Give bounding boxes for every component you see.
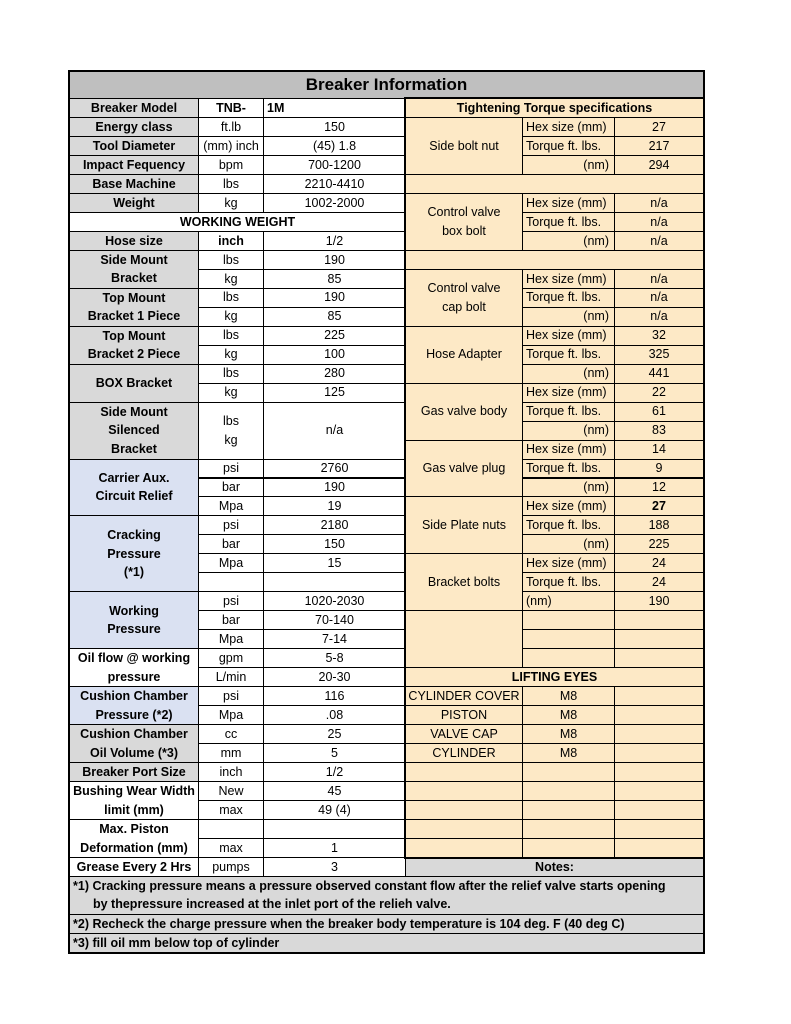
empty-cell — [522, 838, 615, 858]
empty-cell — [405, 781, 523, 801]
footnote-text: *2) Recheck the charge pressure when the breaker body temperature is 104 deg. F (40 deg C) — [73, 916, 625, 931]
spec-unit: kg — [198, 345, 264, 365]
spec-unit: mm — [198, 743, 264, 763]
spec-label: Hose size — [69, 231, 199, 251]
spec-unit: cc — [198, 724, 264, 744]
empty-cell — [405, 762, 523, 782]
lifting-eye-size: M8 — [522, 724, 615, 744]
empty-cell — [522, 629, 615, 649]
notes-label: Notes: — [405, 857, 704, 877]
spec-value: n/a — [263, 402, 406, 460]
spec-unit: lbs — [198, 364, 264, 384]
spec-value: 150 — [263, 117, 406, 137]
spec-unit: Mpa — [198, 496, 264, 516]
empty-cell — [522, 762, 615, 782]
spec-value: .08 — [263, 705, 406, 725]
torque-part-name: Side bolt nut — [405, 117, 523, 175]
torque-value: 325 — [614, 345, 704, 365]
torque-value: 225 — [614, 534, 704, 554]
spec-value: 20-30 — [263, 667, 406, 687]
torque-row-label: Hex size (mm) — [522, 193, 615, 213]
empty-cell — [522, 800, 615, 820]
torque-row-label: Torque ft. lbs. — [522, 402, 615, 422]
spec-value: 2210-4410 — [263, 174, 406, 194]
spec-unit: kg — [198, 193, 264, 213]
torque-value: 24 — [614, 553, 704, 573]
torque-row-label: (nm) — [522, 155, 615, 175]
spec-unit: lbs kg — [198, 402, 264, 460]
torque-value: 188 — [614, 515, 704, 535]
spec-unit: bpm — [198, 155, 264, 175]
spec-unit: L/min — [198, 667, 264, 687]
lifting-eye-part: CYLINDER — [405, 743, 523, 763]
spec-unit: inch — [198, 231, 264, 251]
empty-cell — [614, 686, 704, 706]
empty-cell — [522, 648, 615, 668]
lifting-eye-size: M8 — [522, 743, 615, 763]
spec-value — [263, 572, 406, 592]
empty-cell — [614, 819, 704, 839]
spec-value: 1002-2000 — [263, 193, 406, 213]
torque-part-name: Control valve box bolt — [405, 193, 523, 251]
spec-label: Carrier Aux. Circuit Relief — [69, 459, 199, 517]
spec-value: 100 — [263, 345, 406, 365]
torque-value: 12 — [614, 478, 704, 498]
spec-value: 700-1200 — [263, 155, 406, 175]
torque-part-name: Side Plate nuts — [405, 496, 523, 554]
spec-unit: Mpa — [198, 705, 264, 725]
empty-cell — [522, 819, 615, 839]
empty-cell — [614, 629, 704, 649]
spec-value: 25 — [263, 724, 406, 744]
spec-unit: lbs — [198, 288, 264, 308]
spec-unit: ft.lb — [198, 117, 264, 137]
torque-part-name: Hose Adapter — [405, 326, 523, 384]
spec-unit: kg — [198, 269, 264, 289]
spec-value: 125 — [263, 383, 406, 403]
empty-cell — [405, 838, 523, 858]
torque-row-label: Torque ft. lbs. — [522, 515, 615, 535]
lifting-eye-part: CYLINDER COVER — [405, 686, 523, 706]
spec-label: Bushing Wear Width limit (mm) — [69, 781, 199, 820]
spec-unit: bar — [198, 478, 264, 498]
spec-label: Oil flow @ working pressure — [69, 648, 199, 687]
torque-value: 9 — [614, 459, 704, 479]
torque-header: Tightening Torque specifications — [405, 98, 704, 118]
spec-label: Base Machine — [69, 174, 199, 194]
spec-label: Cushion Chamber Oil Volume (*3) — [69, 724, 199, 763]
spec-value: 1020-2030 — [263, 591, 406, 611]
spec-unit — [198, 819, 264, 839]
spec-value: 280 — [263, 364, 406, 384]
empty-cell — [522, 610, 615, 630]
footnote-block — [69, 876, 704, 915]
spec-unit: Mpa — [198, 553, 264, 573]
spec-label: Tool Diameter — [69, 136, 199, 156]
spec-value: 85 — [263, 307, 406, 327]
spec-label: Impact Fequency — [69, 155, 199, 175]
torque-value: 24 — [614, 572, 704, 592]
torque-value: 32 — [614, 326, 704, 346]
torque-value: 83 — [614, 421, 704, 441]
spec-unit: lbs — [198, 250, 264, 270]
torque-part-name: Gas valve plug — [405, 440, 523, 498]
spec-value: 2180 — [263, 515, 406, 535]
torque-row-label: (nm) — [522, 307, 615, 327]
torque-part-name: Control valve cap bolt — [405, 269, 523, 327]
spec-label: Working Pressure — [69, 591, 199, 649]
spec-label: Breaker Model — [69, 98, 199, 118]
spec-unit: kg — [198, 307, 264, 327]
spec-unit: bar — [198, 534, 264, 554]
spec-value: 5-8 — [263, 648, 406, 668]
torque-value: 441 — [614, 364, 704, 384]
spec-unit: psi — [198, 459, 264, 479]
spec-unit: psi — [198, 515, 264, 535]
empty-cell — [614, 800, 704, 820]
spec-unit — [198, 572, 264, 592]
spec-value: 70-140 — [263, 610, 406, 630]
spec-value: 45 — [263, 781, 406, 801]
spec-value: 2760 — [263, 459, 406, 479]
spec-label: Side Mount Bracket — [69, 250, 199, 289]
spec-unit: pumps — [198, 857, 264, 877]
torque-row-label: Hex size (mm) — [522, 326, 615, 346]
spec-value: 49 (4) — [263, 800, 406, 820]
torque-row-label: Torque ft. lbs. — [522, 459, 615, 479]
spec-value: 1 — [263, 838, 406, 858]
torque-row-label: Hex size (mm) — [522, 269, 615, 289]
torque-row-label: Hex size (mm) — [522, 383, 615, 403]
spec-label: Cushion Chamber Pressure (*2) — [69, 686, 199, 725]
torque-value: 294 — [614, 155, 704, 175]
footnote-block — [69, 933, 704, 953]
empty-cell — [405, 610, 523, 668]
empty-cell — [614, 762, 704, 782]
spec-label: BOX Bracket — [69, 364, 199, 403]
spec-value: 150 — [263, 534, 406, 554]
empty-cell — [405, 800, 523, 820]
spec-label: Top Mount Bracket 2 Piece — [69, 326, 199, 365]
spec-value: 190 — [263, 250, 406, 270]
torque-spacer — [405, 174, 704, 194]
spec-unit: psi — [198, 686, 264, 706]
torque-value: 190 — [614, 591, 704, 611]
torque-row-label: Hex size (mm) — [522, 496, 615, 516]
spec-value: 225 — [263, 326, 406, 346]
spec-label: Top Mount Bracket 1 Piece — [69, 288, 199, 327]
spec-label: Breaker Port Size — [69, 762, 199, 782]
spec-label: Energy class — [69, 117, 199, 137]
spec-value: 5 — [263, 743, 406, 763]
torque-value: n/a — [614, 193, 704, 213]
torque-row-label: Torque ft. lbs. — [522, 288, 615, 308]
spec-value: 15 — [263, 553, 406, 573]
lifting-eye-part: PISTON — [405, 705, 523, 725]
empty-cell — [614, 724, 704, 744]
spec-value: 190 — [263, 288, 406, 308]
empty-cell — [614, 781, 704, 801]
spec-unit: psi — [198, 591, 264, 611]
torque-spacer — [405, 250, 704, 270]
lifting-eyes-header: LIFTING EYES — [405, 667, 704, 687]
torque-row-label: (nm) — [522, 364, 615, 384]
torque-value: 27 — [614, 496, 704, 516]
torque-part-name: Bracket bolts — [405, 553, 523, 611]
spec-label: Side Mount Silenced Bracket — [69, 402, 199, 460]
spec-value: 1/2 — [263, 762, 406, 782]
torque-value: 217 — [614, 136, 704, 156]
torque-value: n/a — [614, 212, 704, 232]
footnote-block — [69, 914, 704, 934]
spec-unit: gpm — [198, 648, 264, 668]
working-weight-heading: WORKING WEIGHT — [69, 212, 406, 232]
torque-value: n/a — [614, 307, 704, 327]
spec-unit: max — [198, 800, 264, 820]
spec-value: 7-14 — [263, 629, 406, 649]
torque-value: n/a — [614, 269, 704, 289]
torque-value: n/a — [614, 288, 704, 308]
empty-cell — [522, 781, 615, 801]
spec-value — [263, 819, 406, 839]
spec-unit: kg — [198, 383, 264, 403]
empty-cell — [614, 705, 704, 725]
empty-cell — [614, 743, 704, 763]
torque-value: 61 — [614, 402, 704, 422]
spec-value: 85 — [263, 269, 406, 289]
torque-row-label: (nm) — [522, 478, 615, 498]
torque-row-label: Hex size (mm) — [522, 553, 615, 573]
spec-unit: (mm) inch — [198, 136, 264, 156]
spec-unit: lbs — [198, 174, 264, 194]
torque-part-name: Gas valve body — [405, 383, 523, 441]
lifting-eye-part: VALVE CAP — [405, 724, 523, 744]
footnote-text: *3) fill oil mm below top of cylinder — [73, 935, 280, 950]
spec-label: Grease Every 2 Hrs — [69, 857, 199, 877]
torque-row-label: (nm) — [522, 421, 615, 441]
spec-value: 1M — [263, 98, 406, 118]
torque-row-label: (nm) — [522, 534, 615, 554]
spec-unit: TNB- — [198, 98, 264, 118]
spec-value: (45) 1.8 — [263, 136, 406, 156]
torque-value: 14 — [614, 440, 704, 460]
spec-unit: bar — [198, 610, 264, 630]
spec-unit: lbs — [198, 326, 264, 346]
spec-value: 190 — [263, 478, 406, 498]
torque-row-label: Torque ft. lbs. — [522, 572, 615, 592]
torque-value: 27 — [614, 117, 704, 137]
spec-unit: max — [198, 838, 264, 858]
footnote-text: *1) Cracking pressure means a pressure observed constant flow after the relief valve starts opening — [73, 878, 666, 893]
spec-value: 3 — [263, 857, 406, 877]
torque-value: n/a — [614, 231, 704, 251]
empty-cell — [614, 648, 704, 668]
spec-unit: inch — [198, 762, 264, 782]
lifting-eye-size: M8 — [522, 705, 615, 725]
footnote-text: by thepressure increased at the inlet port of the relieh valve. — [93, 897, 451, 912]
torque-row-label: Torque ft. lbs. — [522, 345, 615, 365]
spec-unit: New — [198, 781, 264, 801]
spec-value: 116 — [263, 686, 406, 706]
empty-cell — [405, 819, 523, 839]
torque-row-label: Hex size (mm) — [522, 440, 615, 460]
spec-unit: Mpa — [198, 629, 264, 649]
empty-cell — [614, 838, 704, 858]
torque-row-label: (nm) — [522, 591, 615, 611]
sheet-title: Breaker Information — [69, 71, 704, 99]
spec-value: 19 — [263, 496, 406, 516]
lifting-eye-size: M8 — [522, 686, 615, 706]
torque-row-label: (nm) — [522, 231, 615, 251]
spec-label: Cracking Pressure (*1) — [69, 515, 199, 592]
empty-cell — [614, 610, 704, 630]
torque-row-label: Torque ft. lbs. — [522, 212, 615, 232]
spec-label: Max. Piston Deformation (mm) — [69, 819, 199, 858]
spec-label: Weight — [69, 193, 199, 213]
torque-row-label: Torque ft. lbs. — [522, 136, 615, 156]
spec-value: 1/2 — [263, 231, 406, 251]
torque-value: 22 — [614, 383, 704, 403]
torque-row-label: Hex size (mm) — [522, 117, 615, 137]
